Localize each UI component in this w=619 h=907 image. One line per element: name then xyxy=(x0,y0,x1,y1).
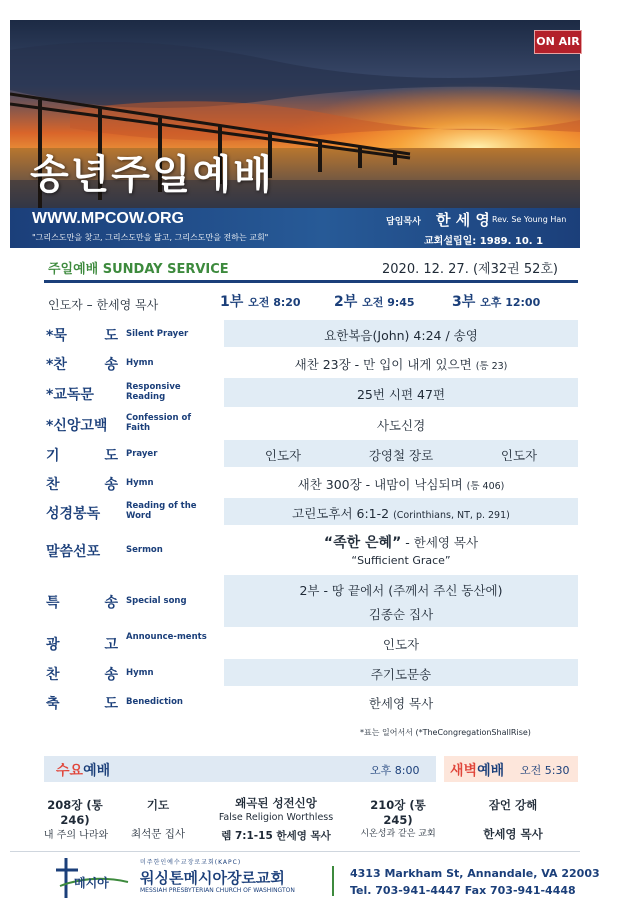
order-row-confession xyxy=(44,409,578,438)
pastor-name: 한 세 영 xyxy=(436,211,490,229)
order-row-announcements xyxy=(44,629,578,657)
service-leader: 인도자 – 한세영 목사 xyxy=(48,298,159,312)
pastor-english-name: Rev. Se Young Han xyxy=(492,215,567,224)
order-row-sermon xyxy=(44,527,578,573)
service-time-value: 오전 9:45 xyxy=(362,296,415,309)
service-part-label: 3부 xyxy=(452,294,476,310)
denomination: 미주한인예수교장로교회(KAPC) xyxy=(140,859,242,866)
order-label-ko: 특 송 xyxy=(46,595,118,611)
order-label-ko: 축 도 xyxy=(46,696,118,712)
order-content xyxy=(224,475,578,493)
order-label-en: Hymn xyxy=(126,478,154,488)
service-time-3 xyxy=(452,291,540,311)
dawn-title xyxy=(450,760,504,780)
special-song-singer: 김종순 집사 xyxy=(368,607,434,622)
wednesday-sermon-title: 왜곡된 성전신앙 xyxy=(235,796,317,810)
page-title: 송년주일예배 xyxy=(30,152,274,198)
order-row-silent-prayer xyxy=(44,320,578,347)
service-times-row xyxy=(44,287,578,316)
wednesday-sermon-reference: 렘 7:1-15 한세영 목사 xyxy=(221,830,331,842)
wednesday-prayer-leader: 최석문 집사 xyxy=(130,828,186,840)
order-label-en: Benediction xyxy=(126,697,183,707)
sermon-title-line xyxy=(224,532,578,552)
order-content xyxy=(224,355,578,373)
order-row-scripture xyxy=(44,498,578,525)
dawn-activity: 잠언 강해 xyxy=(488,798,538,812)
service-time-value: 오전 8:20 xyxy=(248,296,301,309)
order-content xyxy=(224,504,578,522)
church-address: 4313 Markham St, Annandale, VA 22003 xyxy=(350,867,600,880)
order-label-en: Special song xyxy=(126,596,187,606)
order-label-ko: *교독문 xyxy=(46,387,94,403)
service-part-label: 1부 xyxy=(220,294,244,310)
wednesday-hymn-2-title: 시온성과 같은 교회 xyxy=(360,829,436,839)
wednesday-sermon-english: False Religion Worthless xyxy=(218,812,334,823)
dawn-title-b: 예배 xyxy=(477,763,505,779)
order-label-ko: 찬 송 xyxy=(46,667,118,683)
website-link[interactable]: WWW.MPCOW.ORG xyxy=(32,210,184,227)
hymn-text: 새찬 300장 - 내맘이 낙심되며 xyxy=(297,477,463,492)
order-row-benediction xyxy=(44,688,578,715)
order-label-en: Reading of the Word xyxy=(126,501,197,521)
order-content: 인도자 xyxy=(382,637,420,652)
order-content: 25번 시편 47편 xyxy=(356,387,446,402)
order-content: 한세영 목사 xyxy=(368,696,434,711)
wednesday-time: 오후 8:00 xyxy=(370,764,420,777)
footer-separator xyxy=(332,866,334,896)
wednesday-hymn-title: 내 주의 나라와 xyxy=(43,830,109,841)
wednesday-prayer: 기도 xyxy=(146,798,170,812)
order-row-special-song xyxy=(44,575,578,627)
order-label-en: Hymn xyxy=(126,358,154,368)
order-label-en: Announce-ments xyxy=(126,632,207,642)
rise-note: *표는 일어서서 (*TheCongregationShallRise) xyxy=(360,728,531,737)
order-label-ko: *묵 도 xyxy=(46,328,118,344)
sermon-title: “족한 은혜” xyxy=(323,535,402,551)
sunday-service-title: 주일예배 SUNDAY SERVICE xyxy=(48,262,229,277)
order-row-hymn-3 xyxy=(44,659,578,686)
dawn-time: 오전 5:30 xyxy=(520,764,570,777)
order-label-ko: 기 도 xyxy=(46,448,118,464)
scripture-ref: 고린도후서 6:1-2 xyxy=(292,506,390,521)
special-song-title: 2부 - 땅 끝에서 (주께서 주신 동산에) xyxy=(299,583,503,598)
prayer-leader-1: 인도자 xyxy=(264,448,302,463)
footer-divider xyxy=(10,851,580,852)
order-label-ko: *신앙고백 xyxy=(46,418,108,434)
order-label-ko: 광 고 xyxy=(46,637,118,653)
on-air-badge: ON AIR xyxy=(534,30,582,54)
order-content: 사도신경 xyxy=(376,418,426,433)
church-motto: "그리스도만을 찾고, 그리스도만을 닮고, 그리스도만을 전하는 교회" xyxy=(32,233,269,242)
order-label-en: Prayer xyxy=(126,449,158,459)
church-phone: Tel. 703-941-4447 Fax 703-941-4448 xyxy=(350,884,576,897)
wednesday-hymn-2: 210장 (통245) xyxy=(370,798,426,827)
order-row-hymn-2 xyxy=(44,469,578,496)
order-label-ko: 찬 송 xyxy=(46,477,118,493)
order-label-ko: 성경봉독 xyxy=(46,506,101,522)
church-name: 워싱톤메시아장로교회 xyxy=(140,869,285,887)
order-label-en: Silent Prayer xyxy=(126,329,189,339)
church-logo xyxy=(52,856,130,900)
church-info-bar xyxy=(10,208,580,248)
service-time-value: 오후 12:00 xyxy=(480,296,541,309)
wednesday-title-a: 수요 xyxy=(56,763,84,779)
service-time-1 xyxy=(220,291,301,311)
dawn-leader: 한세영 목사 xyxy=(483,827,543,841)
scripture-note: (Corinthians, NT, p. 291) xyxy=(393,510,510,521)
prayer-leader-2: 강영철 장로 xyxy=(368,448,434,463)
pastor-label: 담임목사 xyxy=(386,217,421,227)
wednesday-title xyxy=(56,760,110,780)
service-time-2 xyxy=(334,291,415,311)
dawn-service-bar xyxy=(444,756,578,782)
order-content: 요한복음(John) 4:24 / 송영 xyxy=(324,328,478,343)
hymn-note: (통 23) xyxy=(475,361,508,372)
order-label-ko: 말씀선포 xyxy=(46,544,101,560)
header-divider xyxy=(44,280,578,283)
logo-script: 메시아 xyxy=(74,876,109,890)
order-row-prayer xyxy=(44,440,578,467)
prayer-leader-3: 인도자 xyxy=(500,448,538,463)
order-label-en: Hymn xyxy=(126,668,154,678)
hymn-text: 새찬 23장 - 만 입이 내게 있으면 xyxy=(294,357,472,372)
sermon-english-title: “Sufficient Grace” xyxy=(351,554,451,567)
wednesday-hymn: 208장 (통246) xyxy=(47,798,103,827)
sermon-preacher: - 한세영 목사 xyxy=(401,535,479,550)
order-label-en: Sermon xyxy=(126,545,163,555)
service-date: 2020. 12. 27. (제32권 52호) xyxy=(382,262,558,277)
order-label-en: Confession of Faith xyxy=(126,413,192,433)
service-part-label: 2부 xyxy=(334,294,358,310)
church-name-english: MESSIAH PRESBYTERIAN CHURCH OF WASHINGTON xyxy=(140,887,295,894)
order-label-ko: *찬 송 xyxy=(46,357,118,373)
founded-date: 교회설립일: 1989. 10. 1 xyxy=(424,236,544,247)
hymn-note: (통 406) xyxy=(466,481,505,492)
order-content: 주기도문송 xyxy=(370,667,432,682)
order-row-responsive-reading xyxy=(44,378,578,407)
wednesday-title-b: 예배 xyxy=(83,763,111,779)
order-label-en: Responsive Reading xyxy=(126,382,181,402)
wednesday-service-bar xyxy=(44,756,436,782)
order-row-hymn-1 xyxy=(44,349,578,376)
dawn-title-a: 새벽 xyxy=(450,763,478,779)
